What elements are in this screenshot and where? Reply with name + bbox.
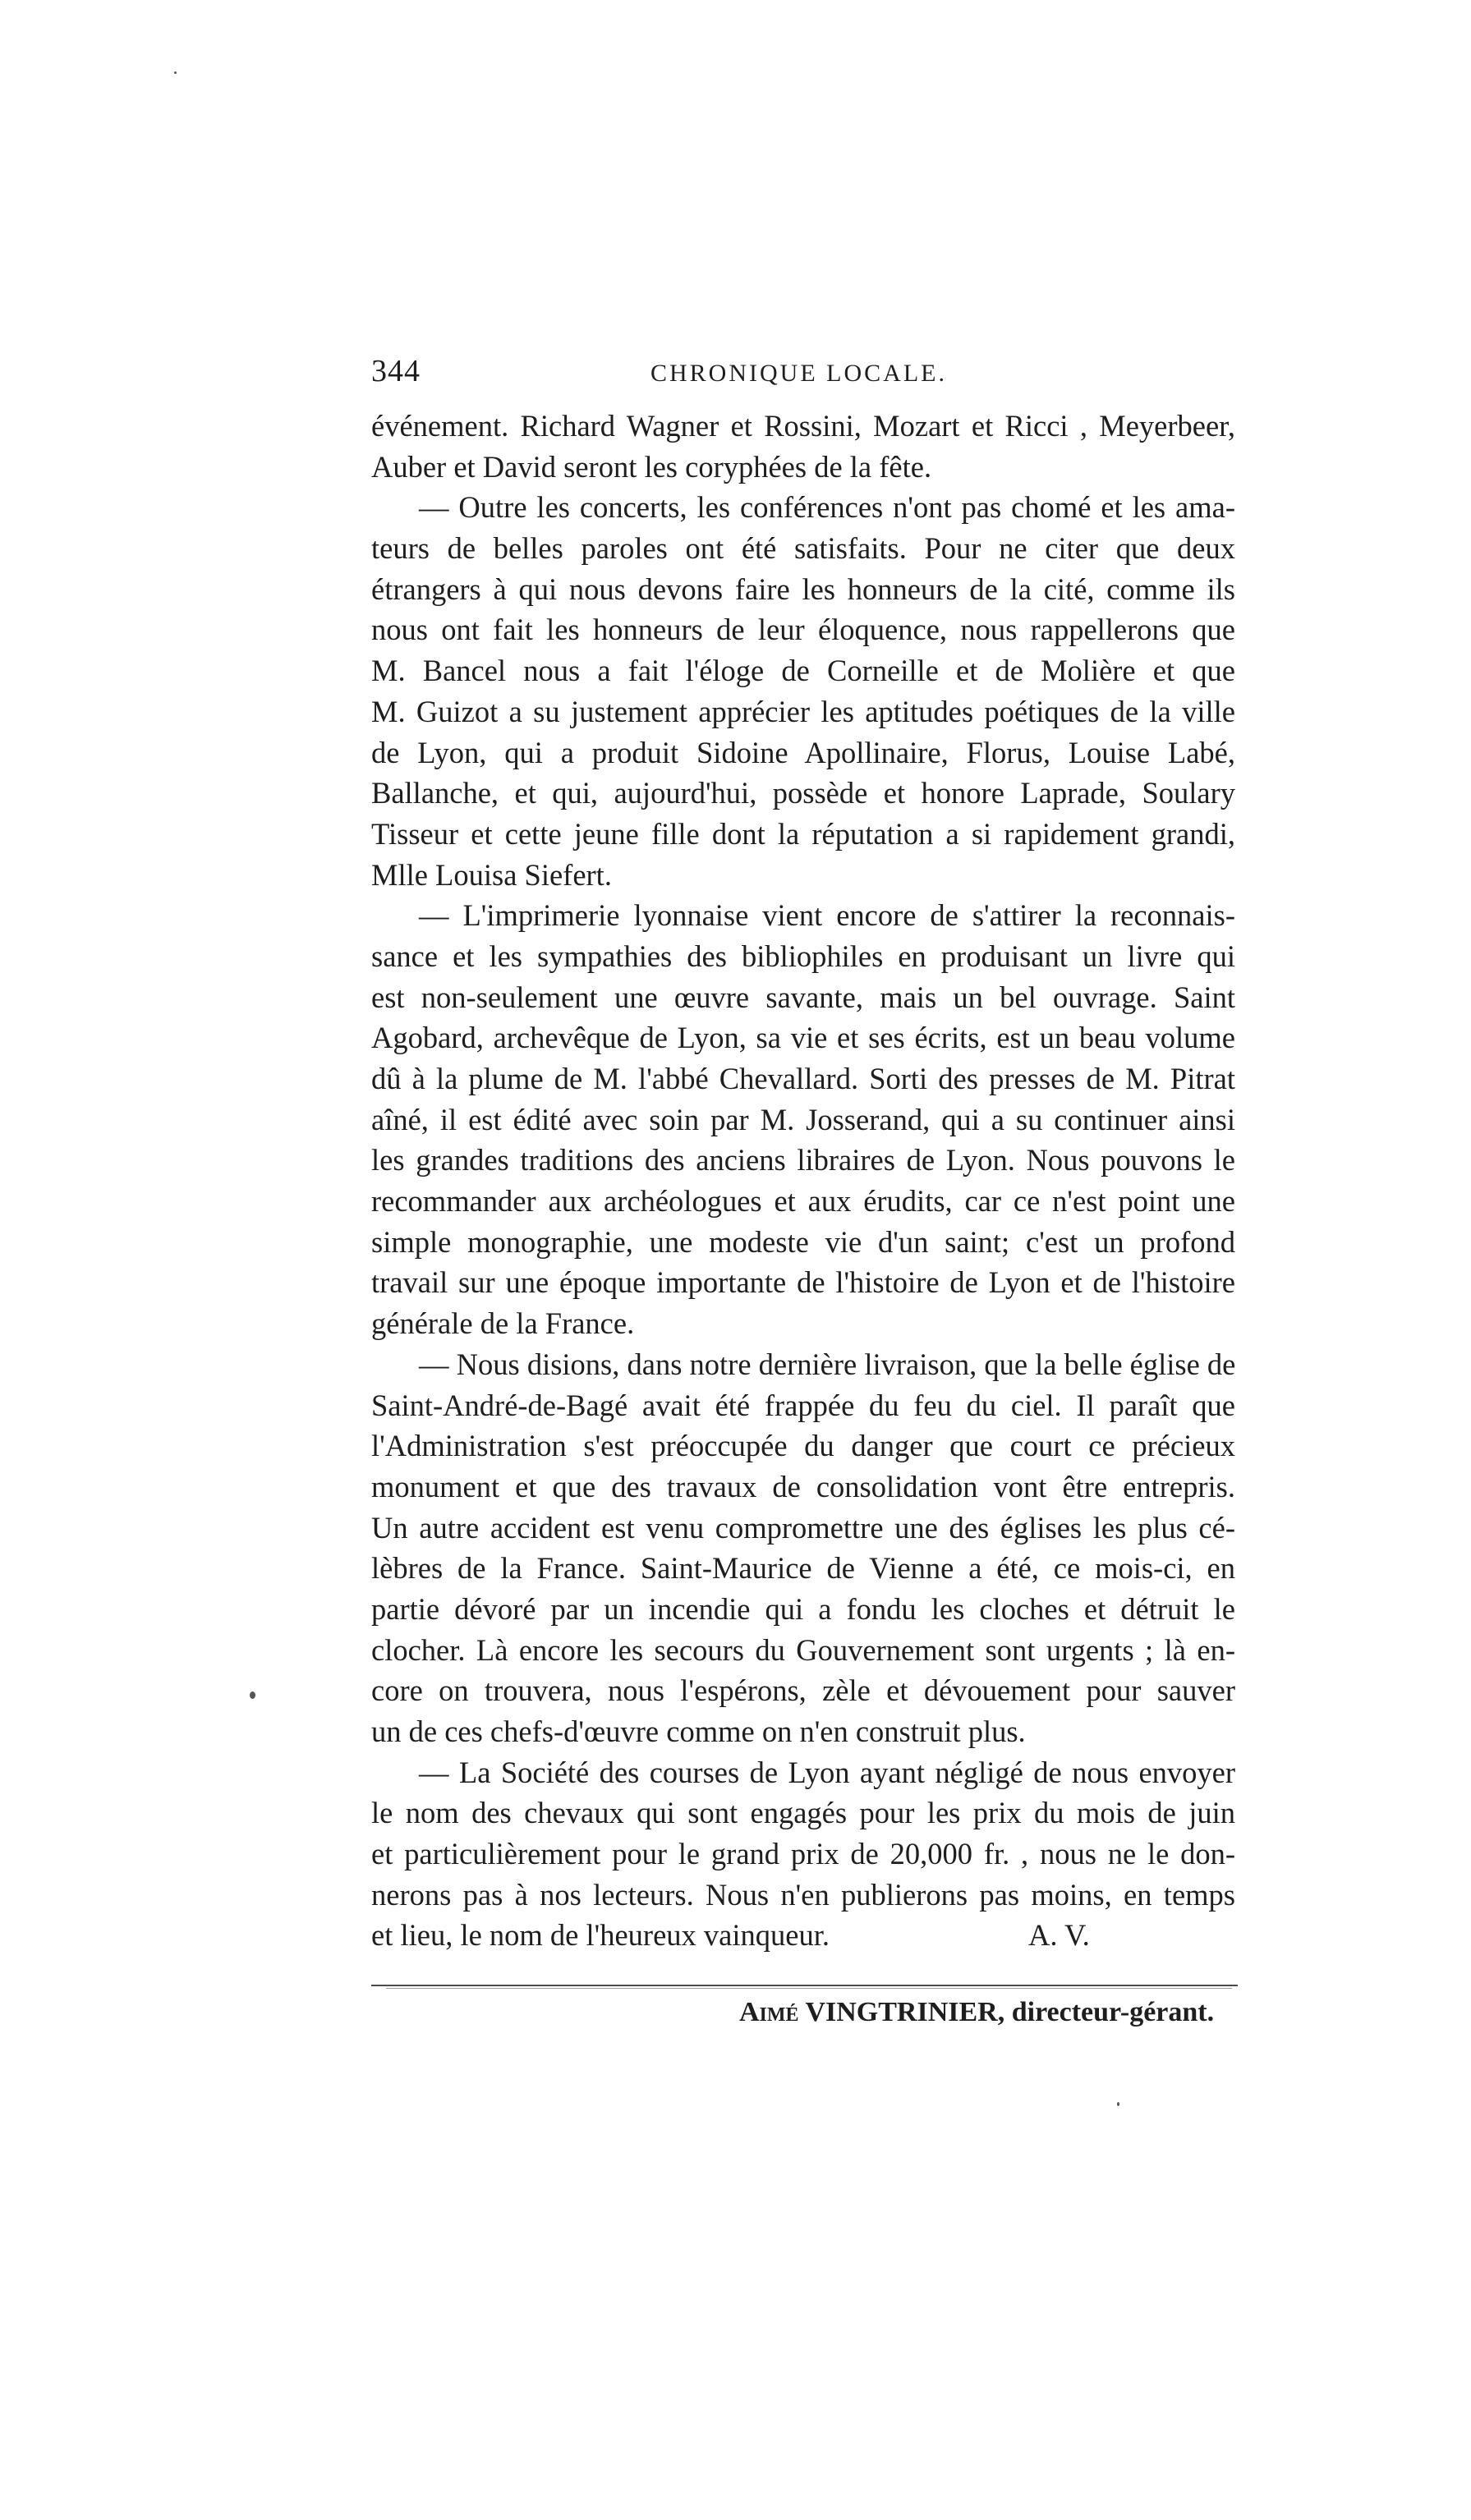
text-line: de Lyon, qui a produit Sidoine Apollinaire, Florus, Louise Labé, bbox=[371, 735, 1235, 769]
text-line: teurs de belles paroles ont été satisfaits. Pour ne citer que deux bbox=[371, 531, 1235, 566]
text-line: core on trouvera, nous l'espérons, zèle et dévouement pour sauver bbox=[371, 1673, 1235, 1708]
text-line: travail sur une époque importante de l'histoire de Lyon et de l'histoire bbox=[371, 1265, 1235, 1300]
text-line: le nom des chevaux qui sont engagés pour les prix du mois de juin bbox=[371, 1796, 1235, 1830]
text-line: simple monographie, une modeste vie d'un saint; c'est un profond bbox=[371, 1224, 1235, 1259]
text-line: Saint-André-de-Bagé avait été frappée du feu du ciel. Il paraît que bbox=[371, 1388, 1235, 1422]
running-head: CHRONIQUE LOCALE. bbox=[650, 360, 947, 387]
text-line: recommander aux archéologues et aux érudits, car ce n'est point une bbox=[371, 1184, 1235, 1219]
text-line: Auber et David seront les coryphées de la fête. bbox=[371, 449, 932, 484]
text-line: sance et les sympathies des bibliophiles en produisant un livre qui bbox=[371, 939, 1235, 973]
ink-speck bbox=[174, 71, 177, 74]
text-line: l'Administration s'est préoccupée du danger que court ce précieux bbox=[371, 1429, 1235, 1463]
text-line: nerons pas à nos lecteurs. Nous n'en publierons pas moins, en temps bbox=[371, 1877, 1235, 1912]
text-line: Tisseur et cette jeune fille dont la réputation a si rapidement grandi, bbox=[371, 816, 1235, 851]
text-line: lèbres de la France. Saint-Maurice de Vienne a été, ce mois-ci, en bbox=[371, 1551, 1235, 1586]
text-line: aîné, il est édité avec soin par M. Josserand, qui a su continuer ainsi bbox=[371, 1102, 1235, 1136]
page-header bbox=[371, 353, 1234, 402]
text-line: Mlle Louisa Siefert. bbox=[371, 857, 612, 892]
text-line: un de ces chefs-d'œuvre comme on n'en construit plus. bbox=[371, 1714, 1026, 1748]
text-line: est non-seulement une œuvre savante, mais un bel ouvrage. Saint bbox=[371, 980, 1235, 1014]
text-line: les grandes traditions des anciens libraires de Lyon. Nous pouvons le bbox=[371, 1143, 1235, 1177]
text-line: nous ont fait les honneurs de leur éloquence, nous rappellerons que bbox=[371, 613, 1235, 647]
body-text bbox=[371, 406, 1235, 1956]
text-line: et lieu, le nom de l'heureux vainqueur. bbox=[371, 1918, 830, 1953]
footer-rule bbox=[371, 1985, 1238, 1986]
author-signature: A. V. bbox=[1028, 1918, 1090, 1953]
text-line: M. Guizot a su justement apprécier les aptitudes poétiques de la ville bbox=[371, 694, 1235, 728]
text-line: dû à la plume de M. l'abbé Chevallard. Sorti des presses de M. Pitrat bbox=[371, 1062, 1235, 1095]
text-line: et particulièrement pour le grand prix de 20,000 fr. , nous ne le don- bbox=[371, 1837, 1235, 1871]
text-line: — Outre les concerts, les conférences n'ont pas chomé et les ama- bbox=[419, 490, 1235, 525]
director-line bbox=[739, 1997, 1214, 2028]
text-line: événement. Richard Wagner et Rossini, Mozart et Ricci , Meyerbeer, bbox=[371, 409, 1235, 443]
ink-speck bbox=[250, 1691, 255, 1699]
page-number: 344 bbox=[371, 354, 421, 388]
footer-rule-thin bbox=[386, 1988, 1232, 1989]
director-name: Aimé VINGTRINIER, bbox=[739, 1997, 1005, 2027]
text-line: M. Bancel nous a fait l'éloge de Corneille et de Molière et que bbox=[371, 654, 1235, 688]
text-line: monument et que des travaux de consolidation vont être entrepris. bbox=[371, 1469, 1235, 1503]
text-line: — L'imprimerie lyonnaise vient encore de s'attirer la reconnais- bbox=[419, 898, 1235, 933]
text-line: Ballanche, et qui, aujourd'hui, possède et honore Laprade, Soulary bbox=[371, 776, 1235, 810]
text-line: générale de la France. bbox=[371, 1306, 635, 1341]
director-title: directeur-gérant. bbox=[1011, 1997, 1215, 2027]
text-line: étrangers à qui nous devons faire les honneurs de la cité, comme ils bbox=[371, 571, 1235, 606]
ink-speck bbox=[1117, 2102, 1119, 2106]
text-line: partie dévoré par un incendie qui a fondu les cloches et détruit le bbox=[371, 1591, 1235, 1626]
text-line: Un autre accident est venu compromettre une des églises les plus cé- bbox=[371, 1510, 1235, 1545]
text-line: — La Société des courses de Lyon ayant négligé de nous envoyer bbox=[419, 1755, 1235, 1789]
text-line: clocher. Là encore les secours du Gouvernement sont urgents ; là en- bbox=[371, 1632, 1235, 1667]
text-line-signed bbox=[371, 1915, 1235, 1956]
text-line: — Nous disions, dans notre dernière livraison, que la belle église de bbox=[419, 1347, 1236, 1381]
text-line: Agobard, archevêque de Lyon, sa vie et ses écrits, est un beau volume bbox=[371, 1021, 1235, 1055]
